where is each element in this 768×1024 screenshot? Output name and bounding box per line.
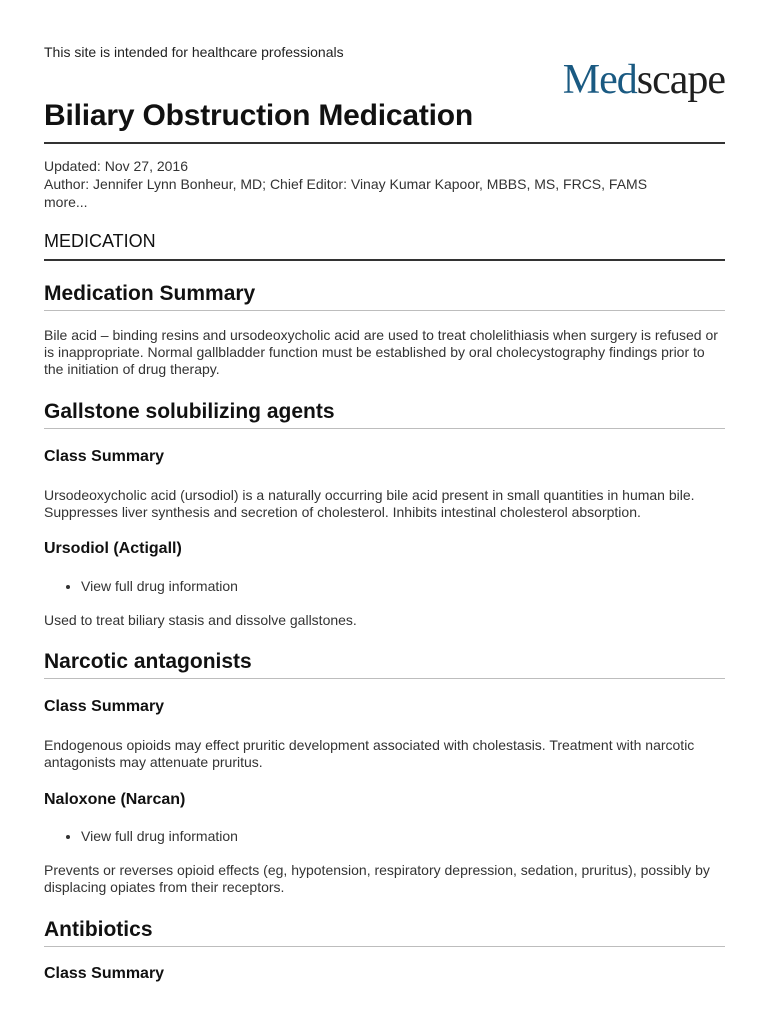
- narcotic-antagonists-heading: Narcotic antagonists: [44, 650, 252, 673]
- logo-med: Med: [562, 57, 637, 103]
- professional-notice: This site is intended for healthcare professionals: [44, 44, 344, 60]
- drug-links: [44, 578, 238, 594]
- section-divider: [44, 259, 725, 261]
- gallstone-agents-heading: Gallstone solubilizing agents: [44, 400, 335, 423]
- drug-description: Used to treat biliary stasis and dissolve gallstones.: [44, 612, 357, 628]
- heading-divider: [44, 428, 725, 429]
- drug-name-ursodiol: Ursodiol (Actigall): [44, 540, 182, 557]
- updated-date: Updated: Nov 27, 2016: [44, 158, 188, 174]
- class-summary-heading: Class Summary: [44, 698, 165, 715]
- drug-links: [44, 828, 238, 844]
- medication-summary-heading: Medication Summary: [44, 282, 256, 305]
- more-authors-link[interactable]: more...: [44, 194, 88, 210]
- medication-summary-text: Bile acid – binding resins and ursodeoxycholic acid are used to treat cholelithiasis when surgery is refused or is inappropriate. Normal gallbladder function must be established by oral cholecystography findings prior to the initiation of drug therapy.: [44, 327, 718, 377]
- list-item: [81, 828, 238, 844]
- antibiotics-heading: Antibiotics: [44, 918, 153, 941]
- list-item: [81, 578, 238, 594]
- section-label: MEDICATION: [44, 231, 156, 251]
- heading-divider: [44, 678, 725, 679]
- heading-divider: [44, 310, 725, 311]
- drug-name-naloxone: Naloxone (Narcan): [44, 791, 186, 808]
- page-title: Biliary Obstruction Medication: [44, 99, 474, 132]
- title-divider: [44, 142, 725, 144]
- view-drug-info-link[interactable]: View full drug information: [81, 828, 238, 844]
- class-summary-text: Ursodeoxycholic acid (ursodiol) is a naturally occurring bile acid present in small quantities in human bile. Suppresses liver synthesis and secretion of cholesterol. Inhibits intestinal cholesterol absorption.: [44, 487, 695, 520]
- class-summary-heading: Class Summary: [44, 448, 165, 465]
- class-summary-heading: Class Summary: [44, 965, 165, 982]
- logo-scape: scape: [636, 57, 725, 103]
- class-summary-text: Endogenous opioids may effect pruritic development associated with cholestasis. Treatment with narcotic antagonists may attenuate pruritus.: [44, 737, 695, 770]
- drug-description: Prevents or reverses opioid effects (eg, hypotension, respiratory depression, sedation, pruritus), possibly by displacing opiates from their receptors.: [44, 862, 710, 895]
- medscape-logo[interactable]: [563, 58, 725, 102]
- view-drug-info-link[interactable]: View full drug information: [81, 578, 238, 594]
- author-line: Author: Jennifer Lynn Bonheur, MD; Chief Editor: Vinay Kumar Kapoor, MBBS, MS, FRCS, FAMS: [44, 176, 648, 192]
- heading-divider: [44, 946, 725, 947]
